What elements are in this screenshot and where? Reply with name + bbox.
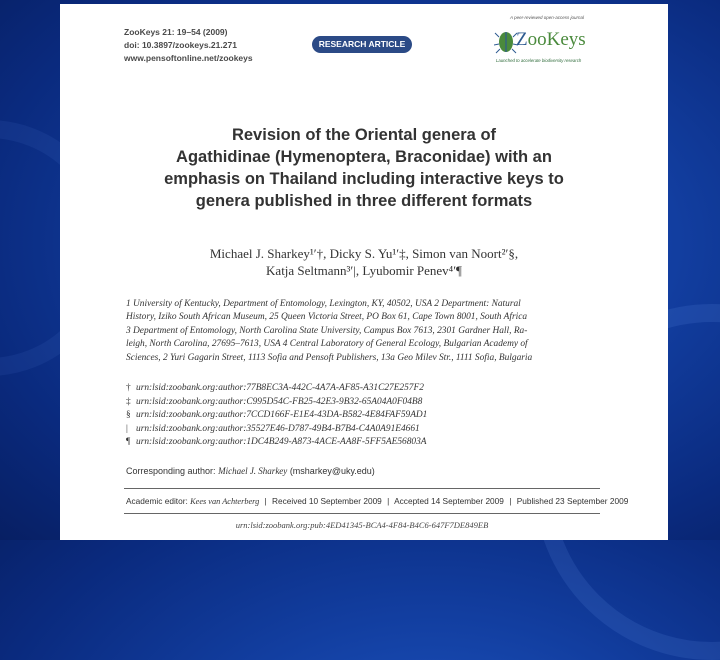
separator: |	[264, 496, 267, 506]
logo-tagline: A peer-reviewed open-access journal	[510, 15, 585, 20]
logo-letter-z: Z	[516, 29, 528, 50]
accepted-date: Accepted 14 September 2009	[394, 496, 504, 506]
lsid-symbol: ¶	[126, 437, 131, 448]
author-line: Michael J. Sharkey¹ʹ†, Dicky S. Yu¹ʹ‡, Simon van Noort²ʹ§,	[209, 246, 519, 261]
zoobank-lsid[interactable]: urn:lsid:zoobank.org:pub:4ED41345-BCA4-4F84-B4C6-647F7DE849EB	[235, 520, 489, 530]
published-date: Published 23 September 2009	[516, 496, 629, 506]
received-date: Received 10 September 2009	[272, 496, 382, 506]
divider	[124, 513, 600, 514]
affiliation-line: 1 University of Kentucky, Department of Entomology, Lexington, KY, 40502, USA 2 Department: Natural	[126, 299, 521, 309]
title-line: Revision of the Oriental genera of	[231, 126, 497, 144]
lsid-link[interactable]: urn:lsid:zoobank.org:author:1DC4B249-A873-4ACE-AA8F-5FF5AE56803A	[136, 437, 427, 448]
affiliation-line: History, Iziko South African Museum, 25 Queen Victoria Street, PO Box 61, Cape Town 8001, South Africa	[126, 312, 528, 323]
lsid-row	[126, 396, 427, 410]
corresponding-email[interactable]: (msharkey@uky.edu)	[289, 466, 375, 476]
separator: |	[509, 496, 512, 506]
author-lsid-list	[126, 382, 427, 450]
separator: |	[387, 496, 390, 506]
publication-history	[126, 496, 628, 506]
author-line: Katja Seltmann³ʹ|, Lyubomir Penev⁴ʹ¶	[266, 263, 462, 278]
affiliations	[126, 298, 604, 365]
lsid-link[interactable]: urn:lsid:zoobank.org:author:7CCD166F-E1E4-43DA-B582-4E84FAF59AD1	[136, 410, 428, 421]
lsid-symbol: †	[126, 383, 131, 393]
lsid-row	[126, 423, 427, 437]
author-list	[124, 245, 604, 279]
affiliation-line: leigh, North Carolina, 27695–7613, USA 4 Central Laboratory of General Ecology, Bulgarian Academy of	[126, 339, 528, 350]
journal-citation: ZooKeys 21: 19–54 (2009)	[124, 27, 228, 37]
logo-wordmark	[516, 29, 586, 51]
lsid-row	[126, 382, 427, 396]
journal-url: www.pensoftonline.net/zookeys	[124, 53, 253, 63]
research-article-badge: RESEARCH ARTICLE	[312, 36, 412, 53]
lsid-row	[126, 409, 427, 423]
lsid-link[interactable]: urn:lsid:zoobank.org:author:35527E46-D787-49B4-B7B4-C4A0A91E4661	[136, 423, 420, 434]
doi: doi: 10.3897/zookeys.21.271	[124, 40, 237, 50]
affiliation-line: 3 Department of Entomology, North Carolina State University, Campus Box 7613, 2301 Gardner Hall, Ra-	[126, 325, 528, 336]
lsid-link[interactable]: urn:lsid:zoobank.org:author:77B8EC3A-442C-4A7A-AF85-A31C27E257F2	[136, 383, 424, 393]
lsid-link[interactable]: urn:lsid:zoobank.org:author:C995D54C-FB25-42E3-9B32-65A04A0F04B8	[136, 396, 423, 407]
zookeys-logo	[488, 12, 600, 68]
lsid-row	[126, 436, 427, 450]
title-line: emphasis on Thailand including interactive keys to	[164, 170, 564, 188]
title-line: Agathidinae (Hymenoptera, Braconidae) with an	[176, 148, 552, 166]
lsid-symbol: |	[126, 423, 128, 434]
lsid-symbol: §	[126, 410, 131, 421]
title-line: genera published in three different formats	[195, 192, 533, 210]
corresponding-name: Michael J. Sharkey	[218, 466, 288, 476]
logo-word-rest: ooKeys	[527, 29, 586, 50]
leaf-beetle-icon	[494, 28, 518, 54]
logo-subtitle: Launched to accelerate biodiversity research	[496, 58, 582, 63]
document-page	[60, 4, 668, 540]
journal-header	[124, 26, 253, 65]
corresponding-label: Corresponding author:	[126, 466, 216, 476]
editor-label: Academic editor:	[126, 496, 188, 506]
article-title	[124, 124, 604, 212]
editor-name: Kees van Achterberg	[190, 497, 260, 506]
divider	[124, 488, 600, 489]
affiliation-line: Sciences, 2 Yuri Gagarin Street, 1113 Sofia and Pensoft Publishers, 13a Geo Milev Str., 1111 Sofia, Bulgaria	[126, 352, 533, 363]
lsid-symbol: ‡	[126, 396, 131, 407]
corresponding-author	[126, 466, 375, 476]
